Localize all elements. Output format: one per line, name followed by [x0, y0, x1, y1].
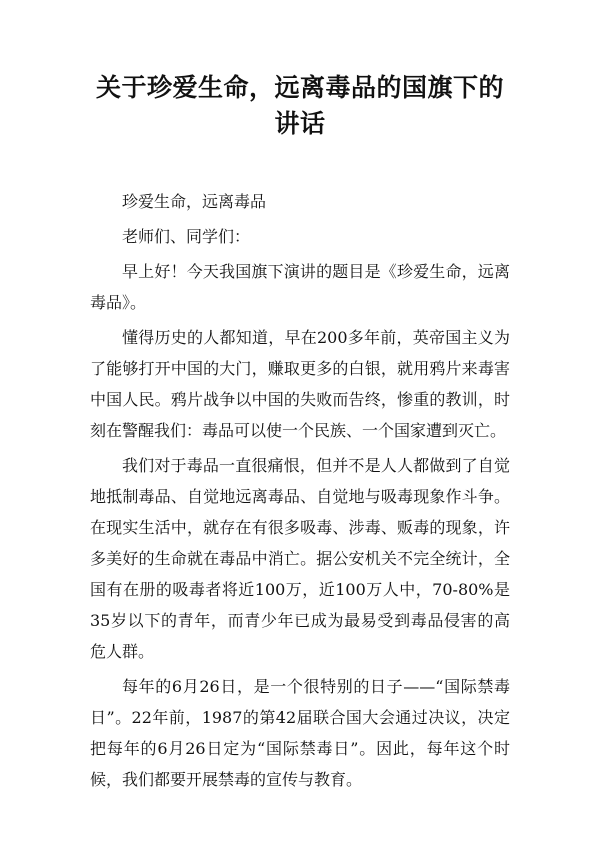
document-title: 关于珍爱生命，远离毒品的国旗下的讲话	[95, 73, 504, 138]
body-paragraph-heading: 珍爱生命，远离毒品	[122, 192, 267, 211]
body-paragraph-greeting: 早上好！今天我国旗下演讲的题目是《珍爱生命，远离毒品》。	[90, 262, 510, 312]
body-paragraph-situation: 我们对于毒品一直很痛恨，但并不是人人都做到了自觉地抵制毒品、自觉地远离毒品、自觉地与吸毒现象作斗争。在现实生活中，就存在有很多吸毒、涉毒、贩毒的现象，许多美好的生命就在毒品中消亡。据公安机关不完全统计，全国有在册的吸毒者将近100万，近100万人中，70-80%是35岁以下的青年，而青少年已成为最易受到毒品侵害的高危人群。	[90, 456, 510, 661]
body-paragraph-salutation: 老师们、同学们：	[122, 227, 251, 246]
document-body	[90, 186, 510, 795]
body-paragraph-history: 懂得历史的人都知道，早在200多年前，英帝国主义为了能够打开中国的大门，赚取更多的白银，就用鸦片来毒害中国人民。鸦片战争以中国的失败而告终，惨重的教训，时刻在警醒我们：毒品可以使一个民族、一个国家遭到灭亡。	[90, 328, 510, 440]
body-paragraph-drug-day: 每年的6月26日，是一个很特别的日子——“国际禁毒日”。22年前，1987的第42届联合国大会通过决议，决定把每年的6月26日定为“国际禁毒日”。因此，每年这个时候，我们都要开展禁毒的宣传与教育。	[90, 677, 510, 789]
